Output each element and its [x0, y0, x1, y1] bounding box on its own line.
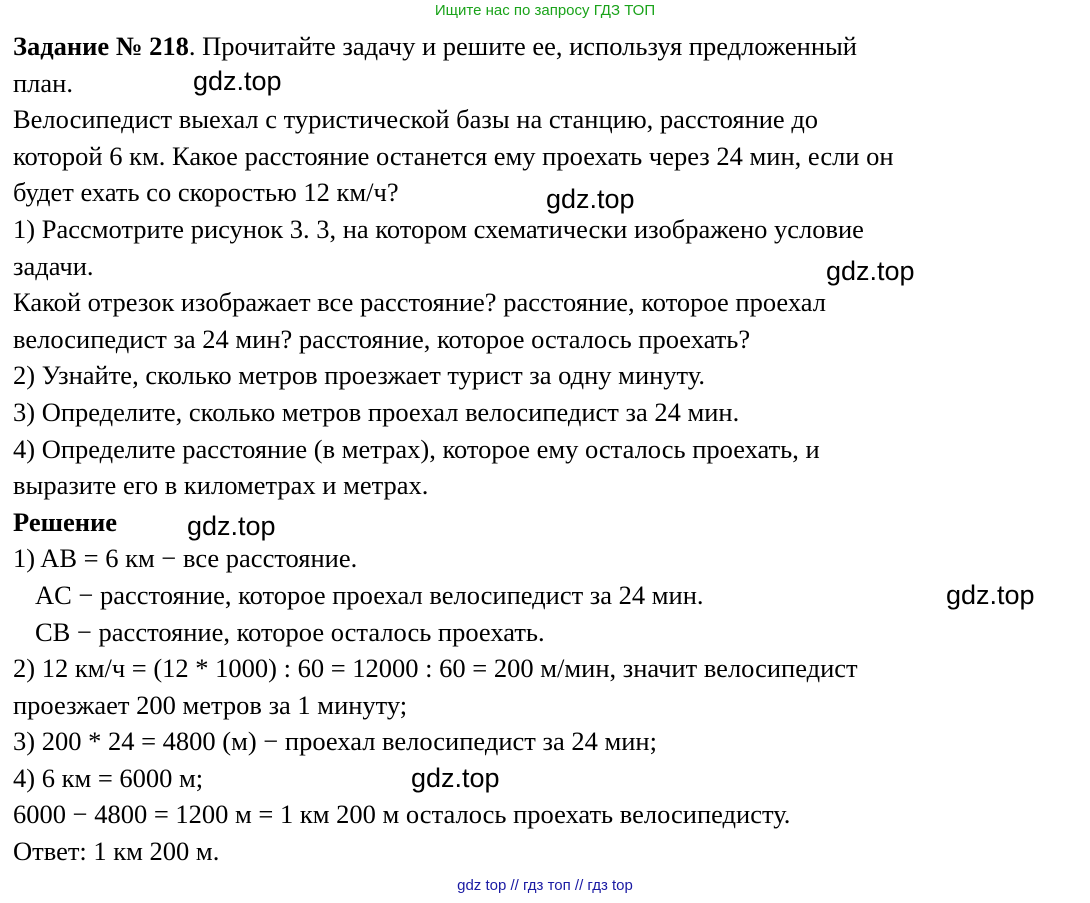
task-line: Какой отрезок изображает все расстояние? расстояние, которое проехал: [13, 287, 826, 318]
task-line: задачи.: [13, 250, 94, 281]
watermark: gdz.top: [193, 66, 282, 96]
task-line: 3) Определите, сколько метров проехал велосипедист за 24 мин.: [13, 396, 740, 427]
watermark: gdz.top: [826, 256, 915, 286]
solution-line: 2) 12 км/ч = (12 * 1000) : 60 = 12000 : 60 = 200 м/мин, значит велосипедист: [13, 653, 858, 684]
answer-line: Ответ: 1 км 200 м.: [13, 836, 220, 867]
footer-links: gdz top // гдз топ // гдз top: [457, 877, 633, 894]
solution-line: 1) AB = 6 км − все расстояние.: [13, 543, 358, 574]
task-line: 4) Определите расстояние (в метрах), которое ему осталось проехать, и: [13, 433, 820, 464]
solution-line: 6000 − 4800 = 1200 м = 1 км 200 м осталось проехать велосипедисту.: [13, 799, 791, 830]
solution-line: 4) 6 км = 6000 м;: [13, 762, 204, 793]
task-line: будет ехать со скоростью 12 км/ч?: [13, 177, 399, 208]
watermark: gdz.top: [411, 763, 500, 793]
task-line: велосипедист за 24 мин? расстояние, которое осталось проехать?: [13, 323, 751, 354]
watermark: gdz.top: [187, 511, 276, 541]
watermark: gdz.top: [946, 580, 1035, 610]
solution-heading: Решение: [13, 506, 118, 537]
task-line: которой 6 км. Какое расстояние останется ему проехать через 24 мин, если он: [13, 140, 894, 171]
task-line: 1) Рассмотрите рисунок 3. 3, на котором схематически изображено условие: [13, 213, 864, 244]
task-number: Задание № 218: [13, 31, 189, 61]
solution-line: 3) 200 * 24 = 4800 (м) − проехал велосипедист за 24 мин;: [13, 726, 657, 757]
task-line: Велосипедист выехал с туристической базы на станцию, расстояние до: [13, 104, 819, 135]
top-banner: Ищите нас по запросу ГДЗ ТОП: [434, 2, 656, 19]
solution-line: AC − расстояние, которое проехал велосипедист за 24 мин.: [35, 579, 704, 610]
task-line: выразите его в километрах и метрах.: [13, 470, 429, 501]
watermark: gdz.top: [546, 184, 635, 214]
task-intro-line2: план.: [13, 67, 73, 98]
solution-line: CB − расстояние, которое осталось проехать.: [35, 616, 545, 647]
task-title-line: [13, 28, 1083, 65]
task-intro: . Прочитайте задачу и решите ее, используя предложенный: [188, 31, 857, 61]
document-body: [13, 28, 1083, 870]
task-line: 2) Узнайте, сколько метров проезжает турист за одну минуту.: [13, 360, 706, 391]
solution-line: проезжает 200 метров за 1 минуту;: [13, 689, 408, 720]
